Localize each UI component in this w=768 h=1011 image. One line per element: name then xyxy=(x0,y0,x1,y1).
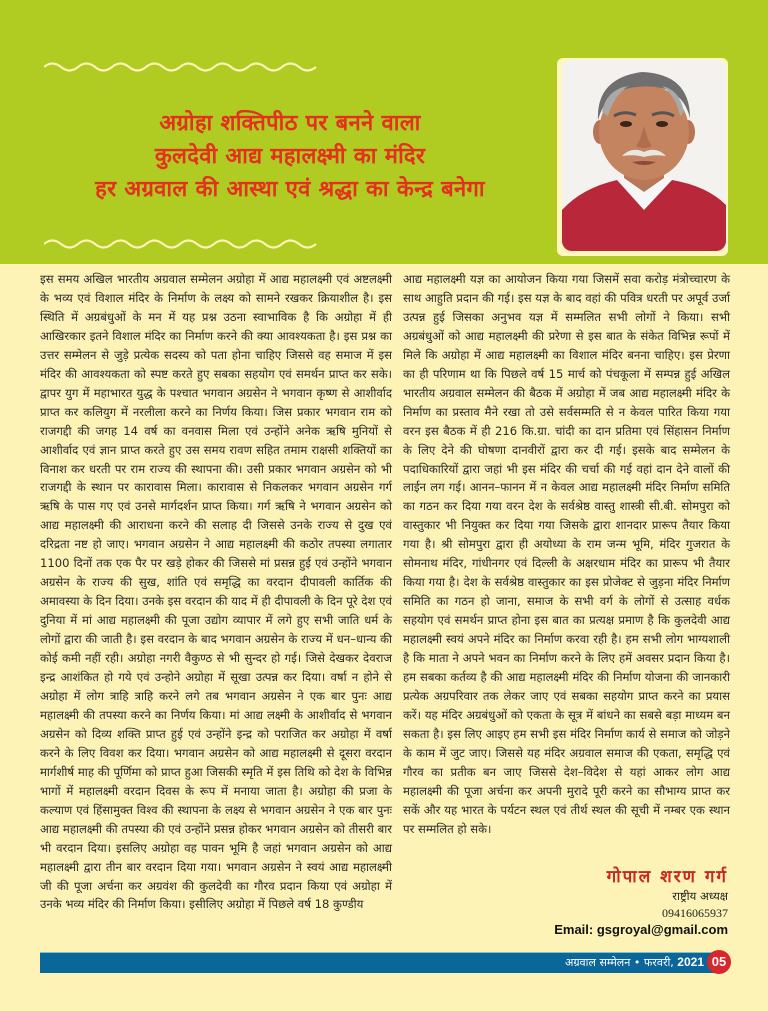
title-line-1: अग्रोहा शक्तिपीठ पर बनने वाला xyxy=(159,111,421,136)
title-line-3: हर अग्रवाल की आस्था एवं श्रद्धा का केन्द्र बनेगा xyxy=(95,177,485,202)
article-title xyxy=(30,107,550,206)
article-body-left: इस समय अखिल भारतीय अग्रवाल सम्मेलन अग्रोहा में आद्य महालक्ष्मी एवं अष्टलक्ष्मी के भव्य एवं विशाल मंदिर के निर्माण के लक्ष्य को सामने रखकर क्रियाशील है। इस स्थिति में अग्रबंधुओं के मन में यह प्रश्न उठना स्वाभाविक है कि अग्रोहा में ही आखिरकार इतने विशाल मंदिर का निर्माण करने की क्या आवश्यकता है। इस प्रश्न का उत्तर सम्मेलन से जुड़े प्रत्येक सदस्य को पता होना चाहिए जिससे वह समाज में इस मंदिर की आवश्यकता को स्पष्ट करते हुए सबका सहयोग एवं समर्थन प्राप्त कर सके। द्वापर युग में महाभारत युद्ध के पश्चात भगवान अग्रसेन ने भगवान कृष्ण से आशीर्वाद प्राप्त कर कलियुग में नरलीला करने का निर्णय किया। जिस प्रकार भगवान राम को राजगद्दी की जगह 14 वर्ष का वनवास मिला एवं उन्होंने अनेक ऋषि मुनियों से आशीर्वाद एवं ज्ञान प्राप्त करते हुए उस समय रावण सहित तमाम राक्षसी शक्तियों का विनाश कर धरती पर राम राज्य की स्थापना की। उसी प्रकार भगवान अग्रसेन को भी राजगद्दी के स्थान पर कारावास मिला। कारावास से निकलकर भगवान अग्रसेन गर्ग ऋषि के पास गए एवं उनसे मार्गदर्शन प्राप्त किया। गर्ग ऋषि ने भगवान अग्रसेन को आद्य महालक्ष्मी की आराधना करने की सलाह दी जिससे उनके राज्य से दुख एवं दरिद्रता नष्ट हो जाए। भगवान अग्रसेन ने आद्य महालक्ष्मी की कठोर तपस्या लगातार 1100 दिनों तक एक पैर पर खड़े होकर की जिससे मां प्रसन्न हुई एवं उन्होंने भगवान अग्रसेन के राज्य की सुख, शांति एवं समृद्धि का वरदान दीपावली कार्तिक की अमावस्या के दिन दिया। उनके इस वरदान की याद में ही दीपावली के दिन पूरे देश एवं दुनिया में मां आद्य महालक्ष्मी की पूजा उद्योग व्यापार में लगे हुए सभी जाति धर्म के लोगों द्वारा की जाती है। इस वरदान के बाद भगवान अग्रसेन के राज्य में धन–धान्य की कोई कमी नहीं रही। अग्रोहा नगरी वैकुण्ठ से भी सुन्दर हो गई। जिसे देखकर देवराज इन्द्र आशंकित हो गये एवं उन्होने अग्रोहा में सूखा उत्पन्न कर दिया। वर्षा न होने से अग्रोहा में लोग त्राहि त्राहि करने लगे तब भगवान अग्रसेन ने एक बार पुनः आद्य महालक्ष्मी की तपस्या करने का निर्णय किया। मां आद्य लक्ष्मी के आशीर्वाद से भगवान अग्रसेन को दिव्य शक्ति प्राप्त हुई एवं उन्होंने इन्द्र को पराजित कर अग्रोहा में वर्षा करने के लिए विवश कर दिया। भगवान अग्रसेन को आद्य महालक्ष्मी से दूसरा वरदान मार्गशीर्ष माह की पूर्णिमा को प्राप्त हुआ जिसकी स्मृति में इस तिथि को देश के विभिन्न भागों में महालक्ष्मी वरदान दिवस के रूप में मनाया जाता है। अग्रोहा की प्रजा के कल्याण एवं हिंसामुक्त विश्व की स्थापना के लक्ष्य से भगवान अग्रसेन ने एक बार पुनः आद्य महालक्ष्मी की तपस्या की एवं उन्होंने प्रसन्न होकर भगवान अग्रसेन को तीसरी बार भी वरदान दिया। इसलिए अग्रोहा वह पावन भूमि है जहां भगवान अग्रसेन को आद्य महालक्ष्मी द्वारा तीन बार वरदान दिया गया। भगवान अग्रसेन ने स्वयं आद्य महालक्ष्मी जी की पूजा अर्चना कर अग्रवंश की कुलदेवी का गौरव प्रदान किया एवं अग्रोहा में उनके भव्य मंदिर की निर्माण किया। इसीलिए अग्रोहा में पिछले वर्ष 18 कुण्डीय xyxy=(40,272,392,912)
wavy-line-icon xyxy=(44,60,319,74)
wavy-line-icon xyxy=(44,237,319,251)
header-banner xyxy=(0,0,768,264)
footer-month: फरवरी, xyxy=(643,956,674,969)
author-name: गोपाल शरण गर्ग xyxy=(606,867,728,887)
author-phone: 09416065937 xyxy=(662,906,728,920)
author-email[interactable]: Email: gsgroyal@gmail.com xyxy=(554,922,728,937)
title-line-2: कुलदेवी आद्य महालक्ष्मी का मंदिर xyxy=(154,144,426,169)
author-role: राष्ट्रीय अध्यक्ष xyxy=(672,889,728,903)
footer-info xyxy=(565,955,704,970)
article-column-left xyxy=(40,270,392,914)
article-column-right xyxy=(403,270,730,839)
page-number-badge: 05 xyxy=(707,950,731,974)
article-body-right: आद्य महालक्ष्मी यज्ञ का आयोजन किया गया जिसमें सवा करोड़ मंत्रोच्चारण के साथ आहुति प्रदान की गई। इस यज्ञ के बाद वहां की पवित्र धरती पर अपूर्व उर्जा उत्पन्न हुई जिसका अनुभव यज्ञ में सम्मलित सभी लोगों ने किया। सभी अग्रबंधुओं को आद्य महालक्ष्मी की प्ररेणा से इस बात के संकेत विभिन्न रूपों में मिले कि अग्रोहा में आद्य महालक्ष्मी का विशाल मंदिर बनना चाहिए। इस प्रेरणा का ही परिणाम था कि पिछले वर्ष 15 मार्च को पंचकूला में सम्पन्न हुई अखिल भारतीय अग्रवाल सम्मेलन की बैठक में अग्रोहा में जब आद्य महालक्ष्मी मंदिर के निर्माण का प्रस्ताव मैने रखा तो उसे सर्वसम्मति से न केवल पारित किया गया वरन इस बैठक में ही 216 कि.ग्रा. चांदी का दान प्रतिमा एवं सिंहासन निर्माण के लिए देने की घोषणा दानवीरों द्वारा कर दी गई। इसके बाद सम्मेलन के पदाधिकारियों द्वारा जहां भी इस मंदिर की चर्चा की गई वहां दान देने वालों की लाईन लग गई। आनन–फानन में न केवल आद्य महालक्ष्मी मंदिर निर्माण समिति का गठन कर दिया गया वरन देश के सर्वश्रेष्ठ वास्तु शास्त्री सी.बी. सोमपुरा को वास्तुकार भी नियुक्त कर दिया गया जिसके द्वारा शानदार प्रारूप तैयार किया गया है। श्री सोमपुरा द्वारा ही अयोध्या के राम जन्म भूमि, मंदिर गुजरात के सोमनाथ मंदिर, गांधीनगर एवं दिल्ली के अक्षरधाम मंदिर का प्रारूप भी तैयार किया गया है। देश के सर्वश्रेष्ठ वास्तुकार का इस प्रोजेक्ट से जुड़ना मंदिर निर्माण समिति का गठन हो जाना, समाज के सभी वर्ग के लोगों से उत्साह वर्धक सहयोग एवं समर्थन प्राप्त होना इस बात का प्रत्यक्ष प्रमाण है कि कुलदेवी आद्य महालक्ष्मी स्वयं अपने मंदिर का निर्माण करवा रही है। हम सभी लोग भाग्यशाली है कि माता ने अपने भवन का निर्माण करने के लिए हमें अवसर प्रदान किया है। हम सबका कर्तव्य है की आद्य महालक्ष्मी मंदिर की निर्माण योजना की जानकारी प्रत्येक अग्रपरिवार तक लेकर जाए एवं सबका सहयोग प्राप्त करने का प्रयास करें। यह मंदिर अग्रबंधुओं को एकता के सूत्र में बांधने का सबसे बड़ा माध्यम बन सकता है। इस लिए आइए हम सभी इस मंदिर निर्माण कार्य से समाज को जोड़ने के काम में जुट जाए। जिससे यह मंदिर अग्रवाल समाज की एकता, समृद्धि एवं गौरव का प्रतीक बन जाए जिससे देश–विदेश से यहां आकर लोग आद्य महालक्ष्मी की पूजा अर्चना कर अपनी मुरादे पूरी करने का सौभाग्य प्राप्त कर सकें और यह भारत के पर्यटन स्थल एवं तीर्थ स्थल की सूची में नम्बर एक स्थान पर सम्मलित हो सके। xyxy=(403,272,730,836)
author-portrait-photo xyxy=(562,60,726,251)
author-signature xyxy=(554,866,728,939)
footer-year: 2021 xyxy=(677,955,704,969)
footer-publication: अग्रवाल सम्मेलन xyxy=(564,956,631,969)
portrait-photo xyxy=(562,60,726,251)
footer-separator: • xyxy=(633,956,641,969)
